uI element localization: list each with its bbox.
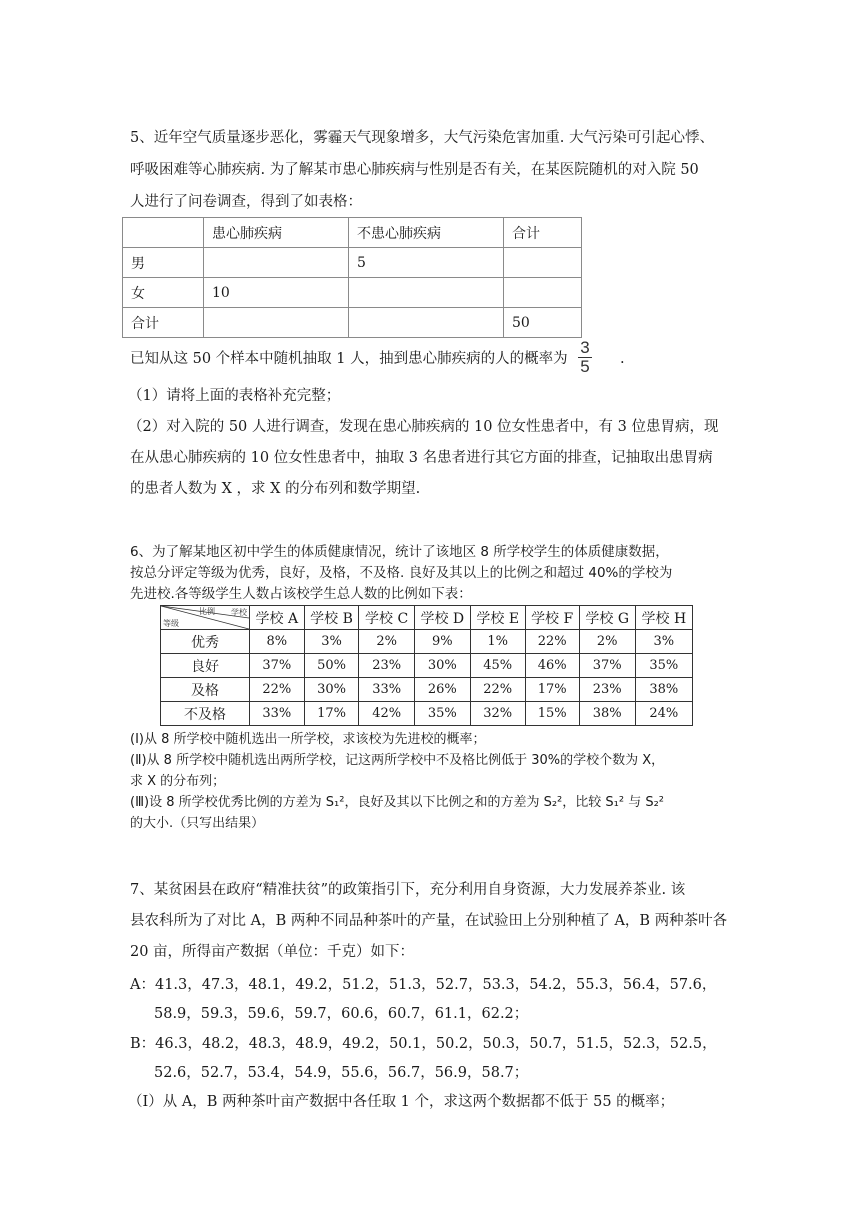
table-cell: 33% bbox=[359, 678, 414, 702]
table-cell: 35% bbox=[414, 702, 470, 726]
table-cell: 男 bbox=[123, 248, 204, 278]
table-cell bbox=[204, 248, 349, 278]
table-cell: 2% bbox=[359, 630, 414, 654]
table-row bbox=[161, 630, 693, 654]
table-header: 学校 F bbox=[525, 606, 579, 630]
table-cell: 合计 bbox=[504, 218, 582, 248]
table-cell: 30% bbox=[414, 654, 470, 678]
table-cell: 17% bbox=[304, 702, 359, 726]
table-cell: 3% bbox=[304, 630, 359, 654]
q7-line-2: 县农科所为了对比 A，B 两种不同品种茶叶的产量，在试验田上分别种植了 A，B 两种茶叶各 bbox=[130, 913, 728, 929]
table-cell: 15% bbox=[525, 702, 579, 726]
table-cell: 22% bbox=[525, 630, 579, 654]
q5-contingency-table bbox=[122, 217, 582, 338]
table-cell: 女 bbox=[123, 278, 204, 308]
table-cell bbox=[504, 248, 582, 278]
q5-sub-2-line-3: 的患者人数为 X ，求 X 的分布列和数学期望. bbox=[130, 481, 421, 497]
table-cell: 33% bbox=[250, 702, 305, 726]
table-cell: 合计 bbox=[123, 308, 204, 338]
table-cell: 46% bbox=[525, 654, 579, 678]
table-cell: 1% bbox=[470, 630, 525, 654]
table-corner-cell bbox=[161, 606, 250, 630]
table-cell: 10 bbox=[204, 278, 349, 308]
table-header: 学校 G bbox=[579, 606, 635, 630]
q5-probability-text: 已知从这 50 个样本中随机抽取 1 人，抽到患心肺疾病的人的概率为 bbox=[130, 351, 568, 367]
q6-sub-2: (Ⅱ)从 8 所学校中随机选出两所学校，记这两所学校中不及格比例低于 30%的学校个数为 X， bbox=[130, 753, 665, 768]
table-header: 学校 H bbox=[635, 606, 692, 630]
q7-line-1: 7、某贫困县在政府“精准扶贫”的政策指引下，充分利用自身资源，大力发展养茶业. 该 bbox=[130, 882, 686, 898]
table-cell: 患心肺疾病 bbox=[204, 218, 349, 248]
q6-line-2: 按总分评定等级为优秀，良好，及格，不及格. 良好及其以上的比例之和超过 40%的学校为 bbox=[130, 565, 673, 581]
q7-data-a-line-2: 58.9，59.3，59.6，59.7，60.6，60.7，61.1，62.2； bbox=[154, 1006, 529, 1022]
q5-probability-end: . bbox=[620, 351, 625, 367]
table-cell: 2% bbox=[579, 630, 635, 654]
table-header: 学校 A bbox=[250, 606, 305, 630]
table-header: 学校 E bbox=[470, 606, 525, 630]
corner-label: 学校 bbox=[231, 608, 247, 617]
q5-sub-2-line-1: （2）对入院的 50 人进行调查，发现在患心肺疾病的 10 位女性患者中，有 3 位患胃病，现 bbox=[128, 419, 719, 435]
table-header: 学校 D bbox=[414, 606, 470, 630]
table-cell: 26% bbox=[414, 678, 470, 702]
table-cell: 32% bbox=[470, 702, 525, 726]
table-cell: 38% bbox=[579, 702, 635, 726]
table-cell bbox=[349, 308, 504, 338]
table-cell: 37% bbox=[579, 654, 635, 678]
table-row-header: 良好 bbox=[161, 654, 250, 678]
q7-data-b-line-2: 52.6，52.7，53.4，54.9，55.6，56.7，56.9，58.7； bbox=[154, 1065, 529, 1081]
q6-line-1: 6、为了解某地区初中学生的体质健康情况，统计了该地区 8 所学校学生的体质健康数据， bbox=[130, 544, 669, 560]
q5-line-1: 5、近年空气质量逐步恶化，雾霾天气现象增多，大气污染危害加重. 大气污染可引起心悸、 bbox=[130, 130, 714, 146]
table-row bbox=[123, 218, 582, 248]
q5-sub-2-line-2: 在从患心肺疾病的 10 位女性患者中，抽取 3 名患者进行其它方面的排查，记抽取出患胃病 bbox=[130, 450, 713, 466]
q5-sub-1: （1）请将上面的表格补充完整； bbox=[128, 388, 341, 404]
corner-label: 等级 bbox=[163, 619, 179, 628]
probability-fraction bbox=[578, 340, 592, 375]
table-cell: 37% bbox=[250, 654, 305, 678]
table-cell: 45% bbox=[470, 654, 525, 678]
q5-line-3: 人进行了问卷调查，得到了如表格： bbox=[130, 194, 362, 210]
table-cell: 42% bbox=[359, 702, 414, 726]
table-row bbox=[161, 702, 693, 726]
table-row-header: 优秀 bbox=[161, 630, 250, 654]
table-cell: 3% bbox=[635, 630, 692, 654]
table-cell bbox=[349, 278, 504, 308]
table-cell: 38% bbox=[635, 678, 692, 702]
table-row-header: 及格 bbox=[161, 678, 250, 702]
table-cell bbox=[204, 308, 349, 338]
q6-sub-3-cont: 的大小.（只写出结果） bbox=[130, 816, 265, 831]
table-cell: 24% bbox=[635, 702, 692, 726]
table-cell: 22% bbox=[250, 678, 305, 702]
table-header: 学校 C bbox=[359, 606, 414, 630]
table-cell: 9% bbox=[414, 630, 470, 654]
q6-line-3: 先进校.各等级学生人数占该校学生总人数的比例如下表： bbox=[130, 586, 472, 602]
fraction-numerator: 3 bbox=[580, 338, 590, 357]
table-row bbox=[123, 248, 582, 278]
table-cell: 50% bbox=[304, 654, 359, 678]
table-row bbox=[161, 654, 693, 678]
q6-sub-1: (Ⅰ)从 8 所学校中随机选出一所学校，求该校为先进校的概率； bbox=[130, 732, 486, 747]
q7-data-b-line-1: B：46.3，48.2，48.3，48.9，49.2，50.1，50.2，50.3，50.7，51.5，52.3，52.5， bbox=[130, 1036, 717, 1052]
table-row-header: 不及格 bbox=[161, 702, 250, 726]
q6-sub-3: (Ⅲ)设 8 所学校优秀比例的方差为 S₁²，良好及其以下比例之和的方差为 S₂²，比较 S₁² 与 S₂² bbox=[130, 795, 665, 810]
table-cell bbox=[504, 278, 582, 308]
table-cell: 不患心肺疾病 bbox=[349, 218, 504, 248]
table-cell: 17% bbox=[525, 678, 579, 702]
table-row bbox=[161, 606, 693, 630]
table-cell: 35% bbox=[635, 654, 692, 678]
table-cell: 30% bbox=[304, 678, 359, 702]
table-row bbox=[123, 308, 582, 338]
q5-line-2: 呼吸困难等心肺疾病. 为了解某市患心肺疾病与性别是否有关，在某医院随机的对入院 50 bbox=[130, 162, 699, 178]
corner-label: 比例 bbox=[199, 607, 215, 616]
q7-line-3: 20 亩，所得亩产数据（单位：千克）如下： bbox=[130, 944, 415, 960]
q6-sub-2-cont: 求 X 的分布列； bbox=[130, 774, 226, 789]
table-cell bbox=[123, 218, 204, 248]
table-cell: 8% bbox=[250, 630, 305, 654]
table-row bbox=[161, 678, 693, 702]
table-cell: 23% bbox=[579, 678, 635, 702]
table-row bbox=[123, 278, 582, 308]
q6-school-table bbox=[160, 605, 693, 726]
table-header: 学校 B bbox=[304, 606, 359, 630]
table-cell: 22% bbox=[470, 678, 525, 702]
table-cell: 23% bbox=[359, 654, 414, 678]
table-cell: 50 bbox=[504, 308, 582, 338]
table-cell: 5 bbox=[349, 248, 504, 278]
fraction-denominator: 5 bbox=[580, 357, 590, 376]
q7-data-a-line-1: A：41.3，47.3，48.1，49.2，51.2，51.3，52.7，53.3，54.2，55.3，56.4，57.6， bbox=[130, 977, 717, 993]
q7-sub-1: （Ⅰ）从 A，B 两种茶叶亩产数据中各任取 1 个，求这两个数据都不低于 55 的概率； bbox=[128, 1094, 675, 1110]
